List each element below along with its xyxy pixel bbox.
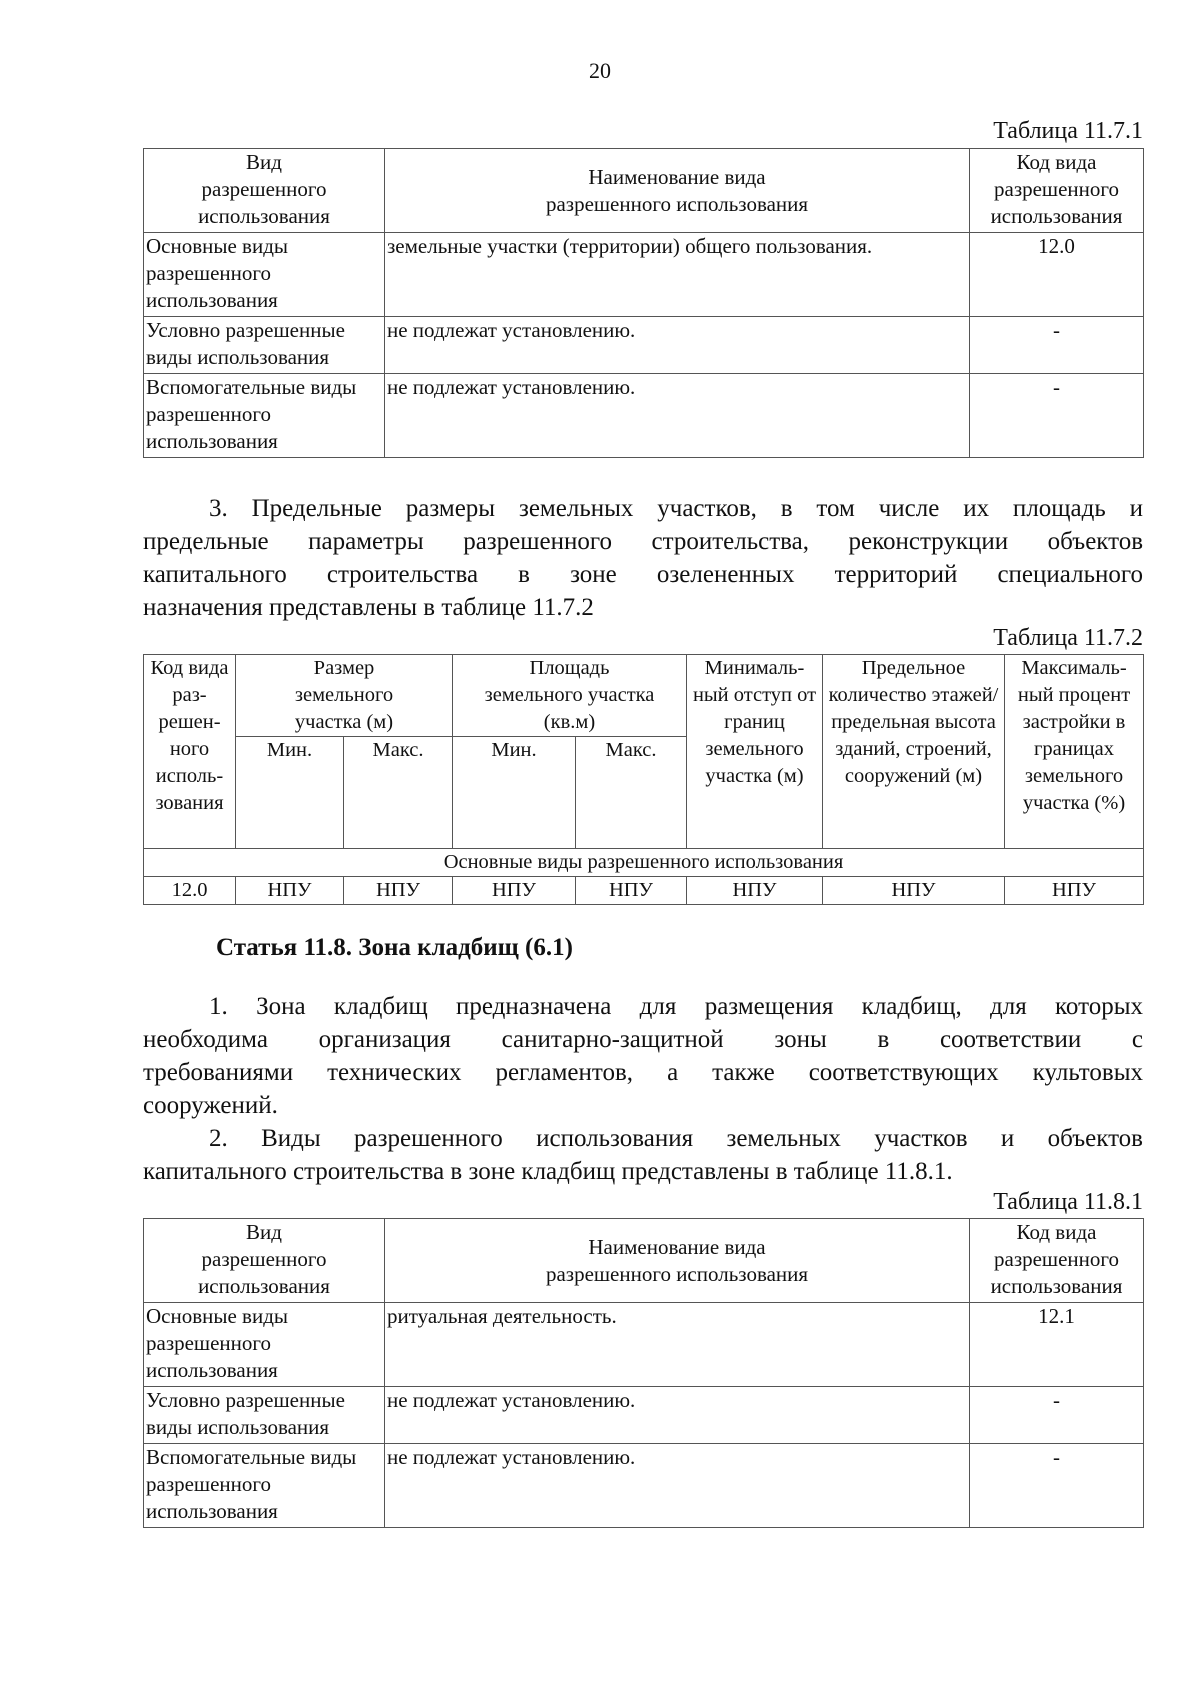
table-1171-row-code: - [970, 317, 1144, 374]
table-row [144, 1444, 1144, 1528]
paragraph-line: необходима организация санитарно-защитной зоны в соответствии с [143, 1026, 1143, 1053]
table-1171-row-name: земельные участки (территории) общего пользования. [385, 233, 970, 317]
table-1172-cell: 12.0 [144, 877, 236, 905]
paragraph-line: сооружений. [143, 1092, 278, 1119]
table-1172-header-floors: Предельное количество этажей/ предельная высота зданий, строений, сооружений (м) [823, 655, 1005, 849]
table-1172-cell: НПУ [236, 877, 344, 905]
table-row [144, 877, 1144, 905]
table-1172-caption: Таблица 11.7.2 [993, 625, 1143, 651]
table-1171-row-code: - [970, 374, 1144, 458]
paragraph-line: назначения представлены в таблице 11.7.2 [143, 594, 594, 621]
table-1181-row-code: - [970, 1387, 1144, 1444]
table-1171-row-type: Основные виды разрешенного использования [144, 233, 385, 317]
table-1181-row-code: 12.1 [970, 1303, 1144, 1387]
paragraph-1 [143, 990, 1143, 1122]
table-1172-header-percent: Максималь- ный процент застройки в границах земельного участка (%) [1005, 655, 1144, 849]
paragraph-line: 2. Виды разрешенного использования земельных участков и объектов [209, 1125, 1143, 1152]
table-1172-cell: НПУ [453, 877, 576, 905]
article-heading: Статья 11.8. Зона кладбищ (6.1) [216, 934, 573, 961]
table-1181-row-type: Основные виды разрешенного использования [144, 1303, 385, 1387]
table-1181-row-type: Условно разрешенные виды использования [144, 1387, 385, 1444]
table-1172-header-offset: Минималь- ный отступ от границ земельного участка (м) [687, 655, 823, 849]
table-1172-cell: НПУ [344, 877, 453, 905]
table-1171-row-name: не подлежат установлению. [385, 317, 970, 374]
table-1181-header-type: Вид разрешенного использования [144, 1219, 385, 1303]
table-1181-row-name: ритуальная деятельность. [385, 1303, 970, 1387]
paragraph-line: требованиями технических регламентов, а также соответствующих культовых [143, 1059, 1143, 1086]
table-1172-cell: НПУ [687, 877, 823, 905]
paragraph-line: предельные параметры разрешенного строительства, реконструкции объектов [143, 528, 1143, 555]
table-1181-row-type: Вспомогательные виды разрешенного использования [144, 1444, 385, 1528]
table-1172-header-area-min: Мин. [453, 737, 576, 849]
table-1172-cell: НПУ [576, 877, 687, 905]
table-1171-row-name: не подлежат установлению. [385, 374, 970, 458]
table-1181 [143, 1218, 1144, 1528]
table-1181-row-name: не подлежат установлению. [385, 1444, 970, 1528]
table-1172-header-area-max: Макс. [576, 737, 687, 849]
table-1172-header-size-max: Макс. [344, 737, 453, 849]
table-row [144, 317, 1144, 374]
table-1172-header-code: Код вида раз- решен- ного исполь- зования [144, 655, 236, 849]
table-1172-cell: НПУ [823, 877, 1005, 905]
table-1181-row-code: - [970, 1444, 1144, 1528]
page-number: 20 [589, 58, 611, 83]
table-1171-header-code: Код вида разрешенного использования [970, 149, 1144, 233]
table-1172-cell: НПУ [1005, 877, 1144, 905]
table-row [144, 233, 1144, 317]
table-1172-header-size: Размер земельного участка (м) [236, 655, 453, 737]
table-row [144, 1387, 1144, 1444]
table-1181-row-name: не подлежат установлению. [385, 1387, 970, 1444]
table-1181-header-code: Код вида разрешенного использования [970, 1219, 1144, 1303]
table-1181-caption: Таблица 11.8.1 [993, 1189, 1143, 1215]
table-1172 [143, 654, 1144, 905]
table-1171-row-type: Вспомогательные виды разрешенного использования [144, 374, 385, 458]
table-row [144, 1303, 1144, 1387]
table-1171-row-code: 12.0 [970, 233, 1144, 317]
table-1171 [143, 148, 1144, 458]
table-1181-header-name: Наименование вида разрешенного использования [385, 1219, 970, 1303]
paragraph-line: капитального строительства в зоне озелененных территорий специального [143, 561, 1143, 588]
table-1171-row-type: Условно разрешенные виды использования [144, 317, 385, 374]
table-row [144, 374, 1144, 458]
table-1171-header-name: Наименование вида разрешенного использования [385, 149, 970, 233]
table-1171-header-type: Вид разрешенного использования [144, 149, 385, 233]
table-1172-section: Основные виды разрешенного использования [144, 849, 1144, 877]
table-1171-caption: Таблица 11.7.1 [993, 118, 1143, 144]
paragraph-line: 1. Зона кладбищ предназначена для размещения кладбищ, для которых [209, 993, 1143, 1020]
paragraph-3 [143, 492, 1143, 624]
paragraph-line: 3. Предельные размеры земельных участков, в том числе их площадь и [209, 495, 1143, 522]
paragraph-2 [143, 1122, 1143, 1188]
table-1172-header-area: Площадь земельного участка (кв.м) [453, 655, 687, 737]
paragraph-line: капитального строительства в зоне кладбищ представлены в таблице 11.8.1. [143, 1158, 953, 1185]
table-1172-header-size-min: Мин. [236, 737, 344, 849]
